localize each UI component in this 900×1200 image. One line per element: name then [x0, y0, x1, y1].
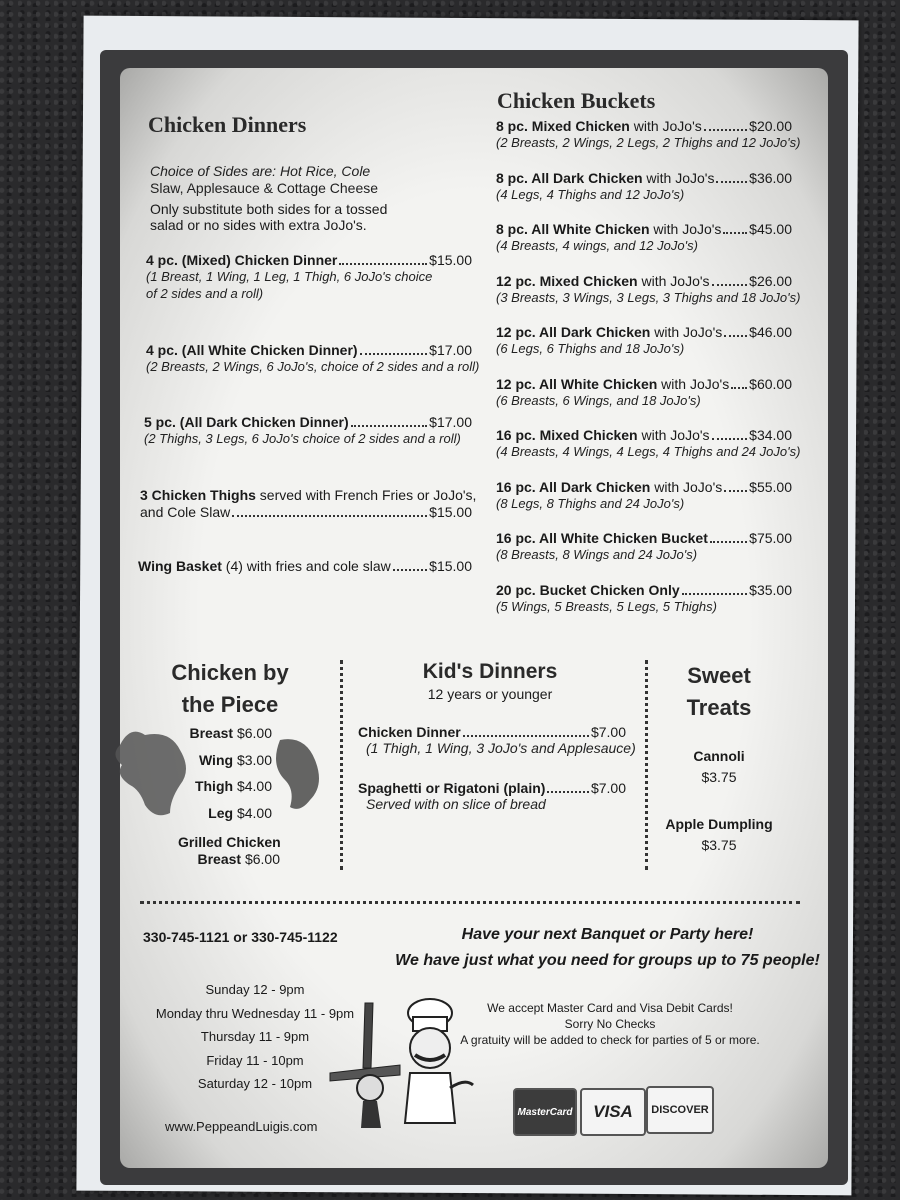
- bucket-item-price: $60.00: [749, 375, 792, 392]
- bucket-item-desc: (4 Breasts, 4 Wings, 4 Legs, 4 Thighs and 24 JoJo's): [496, 444, 801, 459]
- piece-item-name: Breast: [189, 725, 234, 741]
- sweets-item-name: Cannoli: [693, 748, 745, 764]
- kids-item: [358, 780, 626, 813]
- piece-title-line1: Chicken by: [171, 660, 289, 685]
- thighs-item-detail: served with French Fries or JoJo's,: [255, 487, 477, 503]
- grilled-price: $6.00: [244, 851, 280, 867]
- thighs-item-price: $15.00: [429, 504, 472, 520]
- bucket-item-detail: with JoJo's: [629, 118, 702, 134]
- sweets-item-price: $3.75: [701, 837, 737, 853]
- bucket-item-name: 20 pc. Bucket Chicken Only: [496, 581, 680, 598]
- bucket-item-desc: (6 Breasts, 6 Wings, and 18 JoJo's): [496, 392, 701, 408]
- hours-line: Friday 11 - 10pm: [206, 1052, 304, 1068]
- bucket-item-price: $55.00: [749, 478, 792, 495]
- bucket-item-name: 12 pc. Mixed Chicken: [496, 272, 638, 289]
- bucket-item-detail: with JoJo's: [657, 375, 730, 392]
- bucket-item-name: 16 pc. All White Chicken Bucket: [496, 530, 708, 546]
- dinner-item-name: 4 pc. (Mixed) Chicken Dinner: [146, 252, 338, 268]
- bucket-item: [496, 272, 801, 306]
- piece-item-price: $3.00: [236, 751, 272, 768]
- bucket-item-name: 12 pc. All White Chicken: [496, 375, 658, 392]
- grilled-name-line2: Breast: [197, 851, 242, 867]
- kids-header: [360, 660, 620, 703]
- piece-item: [160, 805, 272, 822]
- bucket-item-desc: (4 Legs, 4 Thighs and 12 JoJo's): [496, 186, 685, 202]
- bucket-item: [496, 170, 792, 203]
- banquet-promo: [395, 922, 820, 974]
- hours-line: Monday thru Wednesday 11 - 9pm: [155, 1005, 355, 1021]
- sides-note-line1: Choice of Sides are: Hot Rice, Cole: [150, 163, 371, 179]
- website-link[interactable]: www.PeppeandLuigis.com: [165, 1119, 318, 1134]
- piece-item-name: Thigh: [194, 778, 234, 794]
- bucket-item: [496, 376, 792, 409]
- visa-logo: VISA: [580, 1088, 646, 1136]
- bucket-item-detail: with JoJo's: [649, 221, 722, 237]
- sweets-item: [648, 816, 790, 854]
- phone-numbers: 330-745-1121 or 330-745-1122: [143, 929, 338, 945]
- bucket-item: [496, 427, 801, 460]
- bucket-item: [496, 221, 792, 254]
- piece-item-price: $6.00: [236, 725, 272, 741]
- kids-item-price: $7.00: [590, 780, 626, 796]
- sweets-item-price: $3.75: [701, 769, 737, 785]
- dinner-item: [146, 252, 472, 302]
- piece-item: [160, 725, 272, 742]
- bucket-item-detail: with JoJo's: [642, 169, 715, 186]
- dinner-item: [146, 342, 480, 375]
- dinner-item-price: $17.00: [429, 342, 472, 358]
- kids-item-desc: Served with on slice of bread: [366, 796, 546, 812]
- bucket-item-price: $46.00: [749, 324, 792, 340]
- bucket-item-price: $20.00: [749, 118, 792, 134]
- sides-note-line2: Slaw, Applesauce & Cottage Cheese: [150, 180, 379, 196]
- bucket-item-name: 16 pc. All Dark Chicken: [496, 478, 651, 495]
- chicken-wing-icon: [270, 735, 325, 815]
- bucket-item-detail: with JoJo's: [650, 478, 723, 495]
- piece-title: [160, 657, 300, 721]
- dinner-item-desc: (2 Breasts, 2 Wings, 6 JoJo's, choice of 2 sides and a roll): [146, 359, 480, 374]
- bucket-item-name: 16 pc. Mixed Chicken: [496, 427, 638, 443]
- hours-line: Sunday 12 - 9pm: [205, 982, 305, 997]
- section-divider: [140, 901, 800, 904]
- substitute-note-line2: salad or no sides with extra JoJo's.: [150, 217, 367, 233]
- bucket-item-desc: (5 Wings, 5 Breasts, 5 Legs, 5 Thighs): [496, 598, 717, 614]
- bucket-item-name: 8 pc. All Dark Chicken: [496, 169, 643, 186]
- piece-item-name: Leg: [208, 804, 234, 821]
- payment-info: [455, 1000, 765, 1048]
- hours-line: Thursday 11 - 9pm: [200, 1029, 310, 1044]
- bucket-item-price: $75.00: [749, 530, 792, 546]
- bucket-item: [496, 118, 801, 151]
- banquet-line1: Have your next Banquet or Party here!: [461, 926, 754, 943]
- dinner-item-desc: (1 Breast, 1 Wing, 1 Leg, 1 Thigh, 6 JoJo's choice: [146, 269, 433, 284]
- bucket-item-detail: with JoJo's: [637, 272, 710, 289]
- bucket-item: [496, 530, 792, 563]
- wing-basket-price: $15.00: [429, 558, 472, 574]
- piece-item: [160, 752, 272, 769]
- bucket-item-price: $45.00: [749, 221, 792, 237]
- sweets-title-line2: Treats: [686, 695, 752, 720]
- kids-item-desc: (1 Thigh, 1 Wing, 3 JoJo's and Applesauce): [366, 740, 636, 756]
- wing-basket-detail: (4) with fries and cole slaw: [221, 558, 391, 574]
- sweets-item: [660, 748, 778, 786]
- kids-item-name: Spaghetti or Rigatoni (plain): [358, 780, 546, 796]
- piece-item-name: Wing: [198, 751, 234, 768]
- bucket-item-name: 8 pc. Mixed Chicken: [496, 118, 630, 134]
- wing-basket-name: Wing Basket: [138, 558, 222, 574]
- piece-item-price: $4.00: [236, 804, 272, 821]
- bucket-item-name: 12 pc. All Dark Chicken: [496, 324, 651, 340]
- dinner-item-name: 5 pc. (All Dark Chicken Dinner): [144, 414, 349, 430]
- bucket-item: [496, 324, 792, 357]
- dinner-item-desc: of 2 sides and a roll): [146, 286, 264, 301]
- bucket-item-detail: with JoJo's: [637, 427, 710, 443]
- wing-basket-item: [138, 558, 472, 574]
- chicken-buckets-title: Chicken Buckets: [497, 88, 656, 113]
- column-divider: [340, 660, 343, 870]
- kids-item-name: Chicken Dinner: [358, 724, 461, 740]
- piece-item-price: $4.00: [236, 778, 272, 794]
- dinner-item: [144, 414, 472, 447]
- sweets-item-name: Apple Dumpling: [665, 816, 773, 832]
- bucket-item-desc: (2 Breasts, 2 Wings, 2 Legs, 2 Thighs and 12 JoJo's): [496, 135, 801, 150]
- thighs-item-name: 3 Chicken Thighs: [140, 487, 256, 503]
- bucket-item-price: $26.00: [749, 272, 792, 289]
- hours-line: Saturday 12 - 10pm: [197, 1076, 313, 1091]
- kids-item-price: $7.00: [590, 724, 626, 740]
- dinner-item-desc: (2 Thighs, 3 Legs, 6 JoJo's choice of 2 sides and a roll): [144, 431, 461, 446]
- discover-logo: DISCOVER: [646, 1086, 714, 1134]
- bucket-item-desc: (4 Breasts, 4 wings, and 12 JoJo's): [496, 238, 698, 253]
- substitute-note-line1: Only substitute both sides for a tossed: [150, 201, 388, 217]
- grilled-item: [178, 834, 280, 868]
- dinner-item-name: 4 pc. (All White Chicken Dinner): [146, 342, 358, 358]
- bucket-item: [496, 479, 792, 512]
- dinner-item-price: $17.00: [429, 414, 472, 430]
- chef-illustration-icon: [325, 993, 475, 1138]
- banquet-line2: We have just what you need for groups up to 75 people!: [395, 952, 820, 969]
- payment-line3: A gratuity will be added to check for parties of 5 or more.: [460, 1033, 760, 1047]
- sweets-title: [660, 660, 778, 724]
- sweets-title-line1: Sweet: [687, 663, 751, 688]
- bucket-item-name: 8 pc. All White Chicken: [496, 221, 650, 237]
- kids-subtitle: 12 years or younger: [427, 686, 553, 702]
- payment-line1: We accept Master Card and Visa Debit Cards!: [487, 1001, 733, 1015]
- dinner-item-price: $15.00: [429, 252, 472, 268]
- bucket-item-desc: (8 Breasts, 8 Wings and 24 JoJo's): [496, 547, 698, 562]
- bucket-item-price: $35.00: [749, 581, 792, 598]
- piece-title-line2: the Piece: [181, 692, 279, 717]
- payment-line2: Sorry No Checks: [564, 1017, 656, 1031]
- piece-item: [160, 778, 272, 795]
- thighs-item-detail-2: and Cole Slaw: [140, 504, 231, 520]
- grilled-name-line1: Grilled Chicken: [178, 834, 281, 850]
- kids-title: Kid's Dinners: [422, 660, 558, 683]
- bucket-item-price: $36.00: [749, 169, 792, 186]
- bucket-item-desc: (6 Legs, 6 Thighs and 18 JoJo's): [496, 341, 685, 356]
- thighs-item: [140, 487, 477, 520]
- bucket-item-desc: (8 Legs, 8 Thighs and 24 JoJo's): [496, 495, 685, 511]
- bucket-item-price: $34.00: [749, 427, 792, 443]
- mastercard-logo: MasterCard: [513, 1088, 577, 1136]
- chicken-dinners-title: Chicken Dinners: [148, 112, 307, 137]
- kids-item: [358, 724, 636, 757]
- bucket-item: [496, 582, 792, 615]
- bucket-item-desc: (3 Breasts, 3 Wings, 3 Legs, 3 Thighs and 18 JoJo's): [496, 289, 801, 305]
- bucket-item-detail: with JoJo's: [650, 324, 723, 340]
